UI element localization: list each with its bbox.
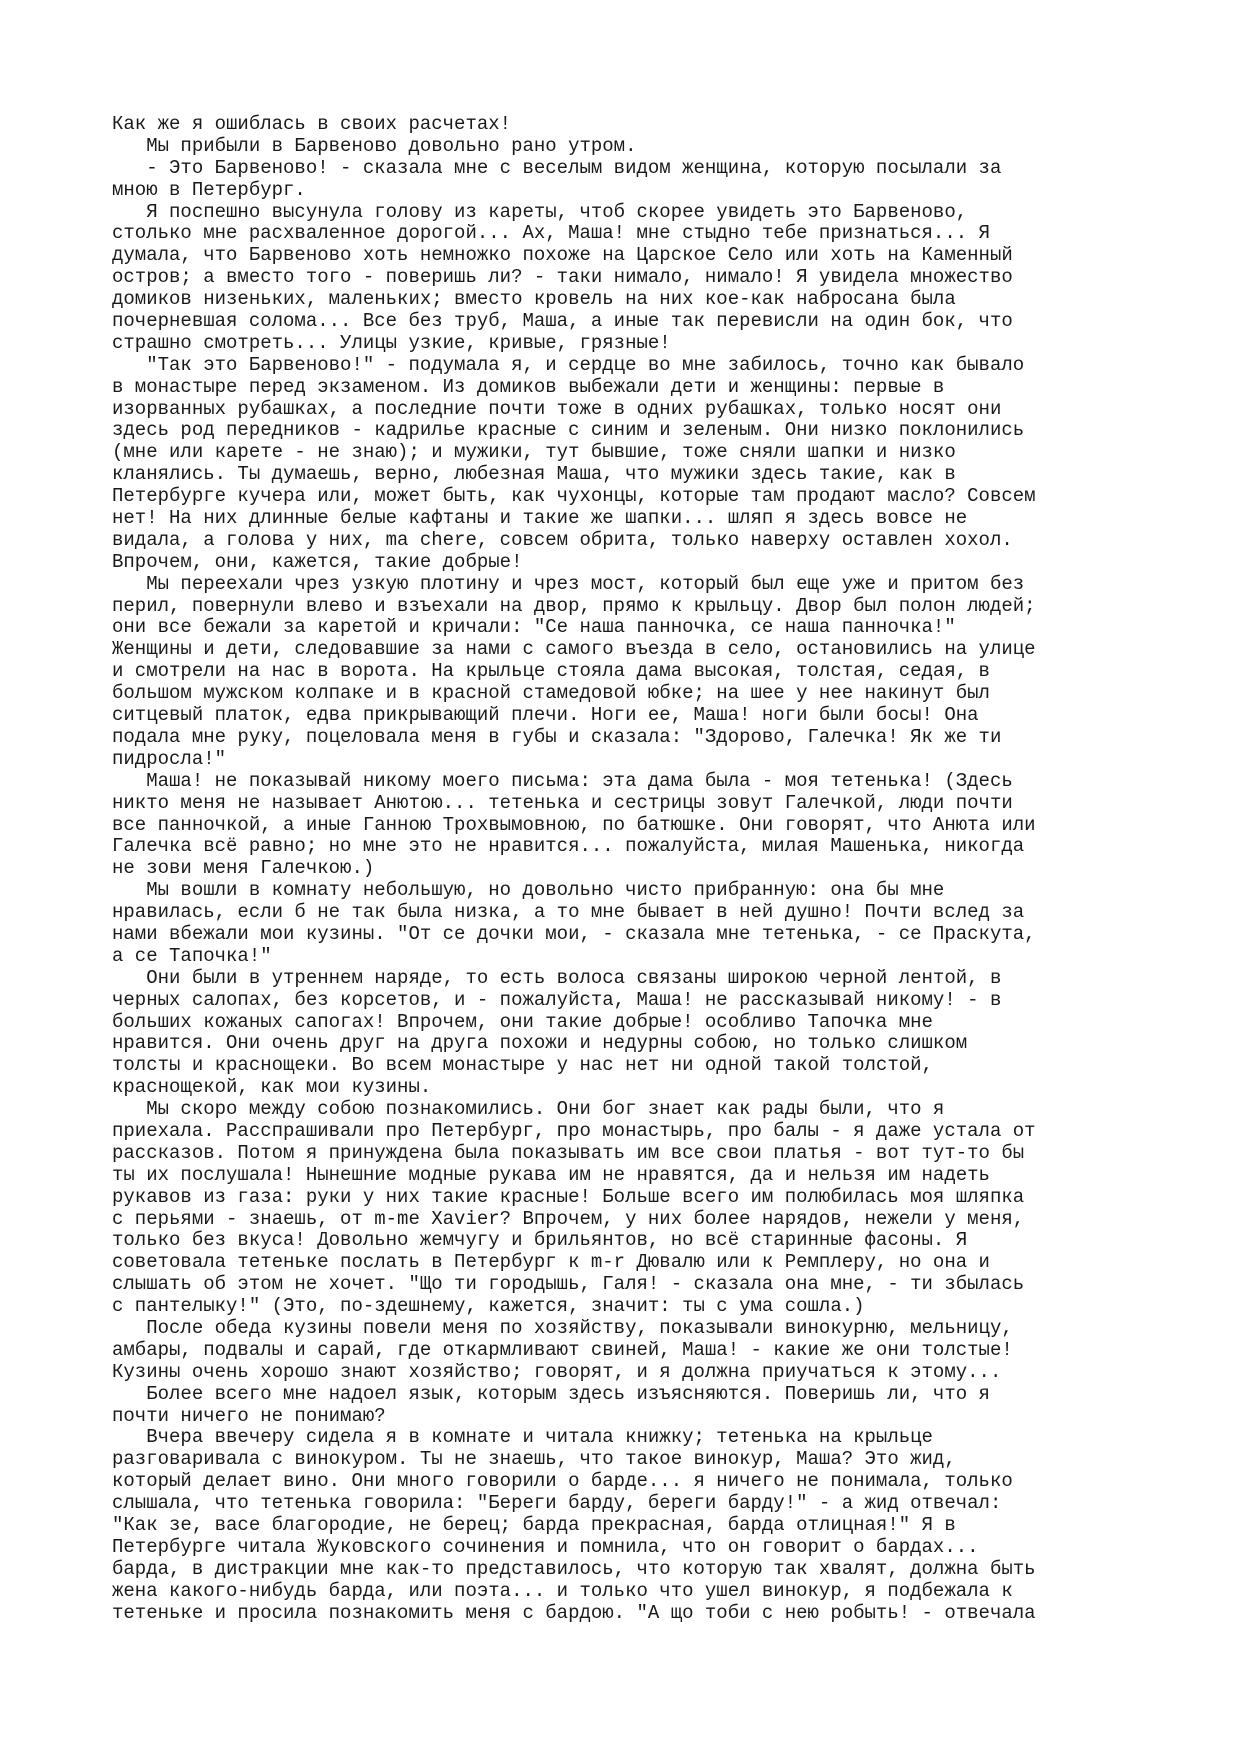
- text-line: слышала, что тетенька говорила: "Береги барду, береги барду!" - а жид отвечал:: [112, 1492, 1002, 1515]
- text-line: (мне или карете - не знаю); и мужики, тут бывшие, тоже сняли шапки и низко: [112, 441, 956, 464]
- text-line: Кузины очень хорошо знают хозяйство; говорят, и я должна приучаться к этому...: [112, 1360, 1002, 1383]
- text-line: большом мужском колпаке и в красной стамедовой юбке; на шее у нее накинут был: [112, 682, 990, 705]
- text-line: "Так это Барвеново!" - подумала я, и сердце во мне забилось, точно как бывало: [112, 353, 1025, 376]
- text-line: краснощекой, как мои кузины.: [112, 1076, 432, 1099]
- text-line: только без вкуса! Довольно жемчугу и брильянтов, но всё старинные фасоны. Я: [112, 1229, 968, 1252]
- text-line: После обеда кузины повели меня по хозяйству, показывали винокурню, мельницу,: [112, 1316, 1013, 1339]
- text-line: в монастыре перед экзаменом. Из домиков выбежали дети и женщины: первые в: [112, 375, 945, 398]
- text-line: ты их послушала! Нынешние модные рукава им не нравятся, да и нельзя им надеть: [112, 1163, 990, 1186]
- text-line: черных салопах, без корсетов, и - пожалуйста, Маша! не рассказывай никому! - в: [112, 988, 1002, 1011]
- text-line: слышать об этом не хочет. "Що ти городышь, Галя! - сказала она мне, - ти збылась: [112, 1273, 1025, 1296]
- text-line: столько мне расхваленное дорогой... Ах, Маша! мне стыдно тебе признаться... Я: [112, 222, 990, 245]
- text-line: нравится. Они очень друг на друга похожи и недурны собою, но только слишком: [112, 1032, 968, 1055]
- text-line: страшно смотреть... Улицы узкие, кривые, грязные!: [112, 331, 671, 354]
- text-line: рукавов из газа: руки у них такие красные! Больше всего им полюбилась моя шляпка: [112, 1185, 1025, 1208]
- text-line: Петербурге кучера или, может быть, как чухонцы, которые там продают масло? Совсем: [112, 485, 1036, 508]
- text-line: мною в Петербург.: [112, 178, 306, 201]
- text-line: Петербурге читала Жуковского сочинения и помнила, что он говорит о бардах...: [112, 1535, 979, 1558]
- text-line: разговаривала с винокуром. Ты не знаешь, что такое винокур, Маша? Это жид,: [112, 1448, 956, 1471]
- text-line: жена какого-нибудь барда, или поэта... и только что ушел винокур, я подбежала к: [112, 1579, 1013, 1602]
- text-line: с пантелыку!" (Это, по-здешнему, кажется, значит: ты с ума сошла.): [112, 1295, 865, 1318]
- text-line: кланялись. Ты думаешь, верно, любезная Маша, что мужики здесь такие, как в: [112, 463, 956, 486]
- text-line: не зови меня Галечкою.): [112, 857, 375, 880]
- document-body: [112, 114, 1192, 1624]
- text-line: Вчера ввечеру сидела я в комнате и читала книжку; тетенька на крыльце: [112, 1426, 933, 1449]
- text-line: Галечка всё равно; но мне это не нравится... пожалуйста, милая Машенька, никогда: [112, 835, 1025, 858]
- text-line: подала мне руку, поцеловала меня в губы и сказала: "Здорово, Галечка! Як же ти: [112, 725, 1002, 748]
- text-line: а се Тапочка!": [112, 944, 272, 967]
- text-line: никто меня не называет Анютою... тетенька и сестрицы зовут Галечкой, люди почти: [112, 791, 1013, 814]
- text-line: ситцевый платок, едва прикрывающий плечи. Ноги ее, Маша! ноги были босы! Она: [112, 704, 979, 727]
- text-line: Мы переехали чрез узкую плотину и чрез мост, который был еще уже и притом без: [112, 572, 1025, 595]
- text-line: с перьями - знаешь, от m-me Xavier? Впрочем, у них более нарядов, нежели у меня,: [112, 1207, 1025, 1230]
- text-line: нами вбежали мои кузины. "От се дочки мои, - сказала мне тетенька, - се Праскута,: [112, 922, 1036, 945]
- text-line: приехала. Расспрашивали про Петербург, про монастырь, про балы - я даже устала от: [112, 1119, 1036, 1142]
- text-line: тетеньке и просила познакомить меня с бардою. "А що тоби с нею робыть! - отвечала: [112, 1601, 1036, 1624]
- text-line: больших кожаных сапогах! Впрочем, они такие добрые! особливо Тапочка мне: [112, 1010, 933, 1033]
- text-line: перил, повернули влево и взъехали на двор, прямо к крыльцу. Двор был полон людей;: [112, 594, 1036, 617]
- text-line: Мы вошли в комнату небольшую, но довольно чисто прибранную: она бы мне: [112, 879, 945, 902]
- text-line: Как же я ошиблась в своих расчетах!: [112, 113, 512, 135]
- text-line: амбары, подвалы и сарай, где откармливают свиней, Маша! - какие же они толстые!: [112, 1338, 1013, 1361]
- text-line: Я поспешно высунула голову из кареты, чтоб скорее увидеть это Барвеново,: [112, 200, 968, 223]
- text-line: почти ничего не понимаю?: [112, 1404, 386, 1427]
- text-line: Женщины и дети, следовавшие за нами с самого въезда в село, остановились на улице: [112, 638, 1036, 661]
- text-line: толсты и краснощеки. Во всем монастыре у нас нет ни одной такой толстой,: [112, 1054, 933, 1077]
- text-line: и смотрели на нас в ворота. На крыльце стояла дама высокая, толстая, седая, в: [112, 660, 990, 683]
- text-line: остров; а вместо того - поверишь ли? - таки нимало, нимало! Я увидела множество: [112, 266, 1013, 289]
- text-line: который делает вино. Они много говорили о барде... я ничего не понимала, только: [112, 1470, 1013, 1493]
- text-line: Мы прибыли в Барвеново довольно рано утром.: [112, 134, 637, 157]
- text-line: домиков низеньких, маленьких; вместо кровель на них кое-как набросана была: [112, 288, 956, 311]
- text-line: Более всего мне надоел язык, которым здесь изъясняются. Поверишь ли, что я: [112, 1382, 990, 1405]
- text-line: нет! На них длинные белые кафтаны и такие же шапки... шляп я здесь вовсе не: [112, 507, 968, 530]
- text-line: Мы скоро между собою познакомились. Они бог знает как рады были, что я: [112, 1098, 945, 1121]
- text-line: Маша! не показывай никому моего письма: эта дама была - моя тетенька! (Здесь: [112, 769, 1013, 792]
- text-line: думала, что Барвеново хоть немножко похоже на Царское Село или хоть на Каменный: [112, 244, 1013, 267]
- text-line: видала, а голова у них, ma chere, совсем обрита, только наверху оставлен хохол.: [112, 528, 1013, 551]
- text-line: почерневшая солома... Все без труб, Маша, а иные так перевисли на один бок, что: [112, 310, 1013, 333]
- text-line: советовала тетеньке послать в Петербург к m-r Дювалю или к Ремплеру, но она и: [112, 1251, 990, 1274]
- text-line: Впрочем, они, кажется, такие добрые!: [112, 550, 523, 573]
- text-line: здесь род передников - кадрилье красные с синим и зеленым. Они низко поклонились: [112, 419, 1025, 442]
- text-line: барда, в дистракции мне как-то представилось, что которую так хвалят, должна быть: [112, 1557, 1036, 1580]
- text-line: рассказов. Потом я принуждена была показывать им все свои платья - вот тут-то бы: [112, 1141, 1025, 1164]
- text-line: они все бежали за каретой и кричали: "Се наша панночка, се наша панночка!": [112, 616, 956, 639]
- text-line: изорванных рубашках, а последние почти тоже в одних рубашках, только носят они: [112, 397, 1002, 420]
- text-line: пидросла!": [112, 747, 227, 770]
- text-line: "Как зе, васе благородие, не берец; барда прекрасная, барда отлицная!" Я в: [112, 1514, 956, 1536]
- text-line: Они были в утреннем наряде, то есть волоса связаны широкою черной лентой, в: [112, 966, 1002, 989]
- text-line: - Это Барвеново! - сказала мне с веселым видом женщина, которую посылали за: [112, 156, 1002, 179]
- text-line: все панночкой, а иные Ганною Трохвымовною, по батюшке. Они говорят, что Анюта или: [112, 813, 1036, 836]
- text-line: нравилась, если б не так была низка, а то мне бывает в ней душно! Почти вслед за: [112, 901, 1025, 924]
